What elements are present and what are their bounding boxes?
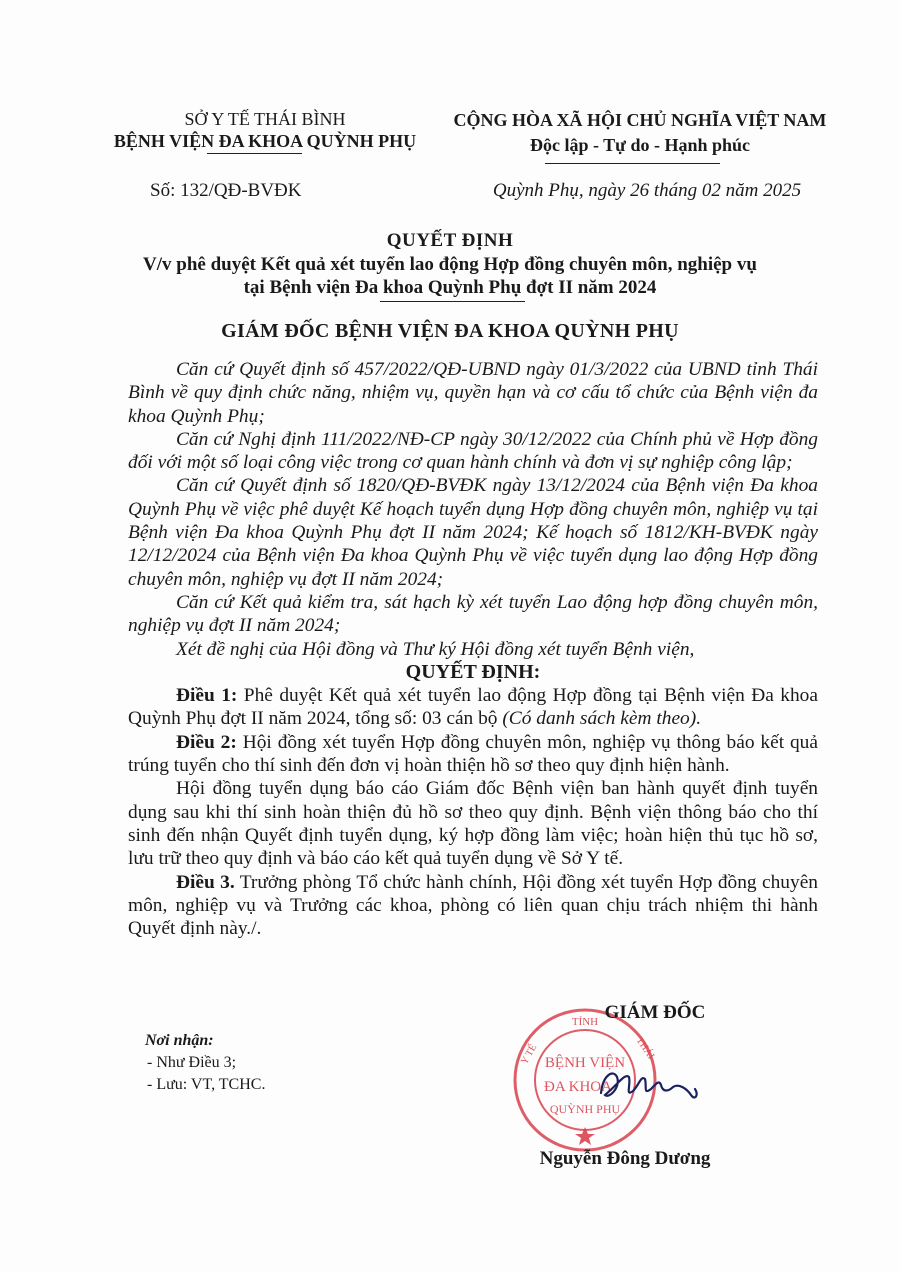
signer-name: Nguyễn Đông Dương (539, 1148, 711, 1169)
subject-line-2: tại Bệnh viện Đa khoa Quỳnh Phụ đợt II năm 2024 (243, 277, 657, 298)
stamp-top-text: TỈNH (571, 1016, 599, 1028)
authority-title: GIÁM ĐỐC BỆNH VIỆN ĐA KHOA QUỲNH PHỤ (221, 320, 679, 342)
stamp-line-3: QUỲNH PHỤ (549, 1102, 621, 1116)
stamp-left-text: Y TẾ (519, 1042, 540, 1067)
article-1 (128, 684, 818, 731)
subject-line-1: V/v phê duyệt Kết quả xét tuyển lao động Hợp đồng chuyên môn, nghiệp vụ (143, 254, 757, 275)
decision-heading: QUYẾT ĐỊNH: (405, 660, 541, 683)
article-3 (128, 871, 818, 941)
article-1-text: Phê duyệt Kết quả xét tuyển lao động Hợp đồng tại Bệnh viện Đa khoa Quỳnh Phụ đợt II năm 2024, tổng số: 03 cán bộ (128, 685, 818, 730)
national-motto: Độc lập - Tự do - Hạnh phúc (529, 135, 751, 155)
recipients-block (145, 1030, 265, 1096)
basis-paragraph: Căn cứ Quyết định số 1820/QĐ-BVĐK ngày 13/12/2024 của Bệnh viện Đa khoa Quỳnh Phụ về việc phê duyệt Kế hoạch tuyển dụng Hợp đồng chuyên môn, nghiệp vụ tại Bệnh viện Đa khoa Quỳnh Phụ đợt II năm 2024; Kế hoạch số 1812/KH-BVĐK ngày 12/12/2024 của Bệnh viện Đa khoa Quỳnh Phụ về việc tuyển dụng lao động Hợp đồng chuyên môn, nghiệp vụ đợt II năm 2024; (128, 475, 818, 590)
place-date: Quỳnh Phụ, ngày 26 tháng 02 năm 2025 (492, 180, 802, 201)
basis-paragraph: Xét đề nghị của Hội đồng và Thư ký Hội đồng xét tuyển Bệnh viện, (176, 638, 695, 660)
article-2-text: Hội đồng xét tuyển Hợp đồng chuyên môn, nghiệp vụ thông báo kết quả trúng tuyển cho thí sinh đến đơn vị hoàn thiện hồ sơ theo quy định hiện hành. (128, 731, 818, 777)
article-1-note: (Có danh sách kèm theo). (502, 708, 702, 730)
basis-paragraph: Căn cứ Nghị định 111/2022/NĐ-CP ngày 30/12/2022 của Chính phủ về Hợp đồng đối với một số loại công việc trong cơ quan hành chính và đơn vị sự nghiệp công lập; (128, 428, 818, 474)
subject-underline (380, 301, 525, 302)
issuer-block (70, 108, 460, 152)
article-2 (128, 731, 818, 778)
stamp-line-2: ĐA KHOA (544, 1079, 612, 1095)
recipients-label: Nơi nhận: (145, 1032, 214, 1049)
handwritten-signature (595, 1055, 705, 1115)
article-2-label: Điều 2: (176, 731, 237, 753)
stamp-right-text: THÁI (633, 1035, 657, 1062)
article-1-label: Điều 1: (176, 685, 238, 707)
issuer-underline (207, 153, 302, 154)
basis-paragraph: Căn cứ Quyết định số 457/2022/QĐ-UBND ngày 01/3/2022 của UBND tỉnh Thái Bình về quy định chức năng, nhiệm vụ, quyền hạn và cơ cấu tổ chức của Bệnh viện đa khoa Quỳnh Phụ; (128, 359, 818, 427)
nation-title: CỘNG HÒA XÃ HỘI CHỦ NGHĨA VIỆT NAM (453, 110, 827, 130)
motto-underline (545, 163, 720, 164)
recipient-item: - Lưu: VT, TCHC. (147, 1076, 266, 1093)
basis-paragraph: Căn cứ Kết quả kiểm tra, sát hạch kỳ xét tuyển Lao động hợp đồng chuyên môn, nghiệp vụ đợt II năm 2024; (128, 591, 818, 637)
issuer-name: BỆNH VIỆN ĐA KHOA QUỲNH PHỤ (113, 131, 417, 151)
issuer-parent: SỞ Y TẾ THÁI BÌNH (184, 109, 346, 129)
document-number: Số: 132/QĐ-BVĐK (150, 180, 302, 201)
article-3-label: Điều 3. (176, 871, 235, 893)
national-block (430, 108, 850, 158)
recipient-item: - Như Điều 3; (147, 1054, 237, 1071)
signer-position: GIÁM ĐỐC (604, 1002, 706, 1023)
document-type-title: QUYẾT ĐỊNH (386, 230, 514, 251)
article-2-paragraph-2: Hội đồng tuyển dụng báo cáo Giám đốc Bệnh viện ban hành quyết định tuyển dụng sau khi thí sinh hoàn thiện đủ hồ sơ theo quy định. Bệnh viện thông báo cho thí sinh đến nhận Quyết định tuyển dụng, ký hợp đồng làm việc; hoàn hiện thủ tục hồ sơ, lưu trữ theo quy định và báo cáo kết quả tuyển dụng về Sở Y tế. (128, 778, 818, 870)
document-body (128, 358, 818, 940)
stamp-line-1: BỆNH VIỆN (544, 1055, 626, 1071)
article-3-text: Trưởng phòng Tổ chức hành chính, Hội đồng xét tuyển Hợp đồng chuyên môn, nghiệp vụ và Trưởng các khoa, phòng có liên quan chịu trách nhiệm thi hành Quyết định này./. (128, 871, 818, 940)
